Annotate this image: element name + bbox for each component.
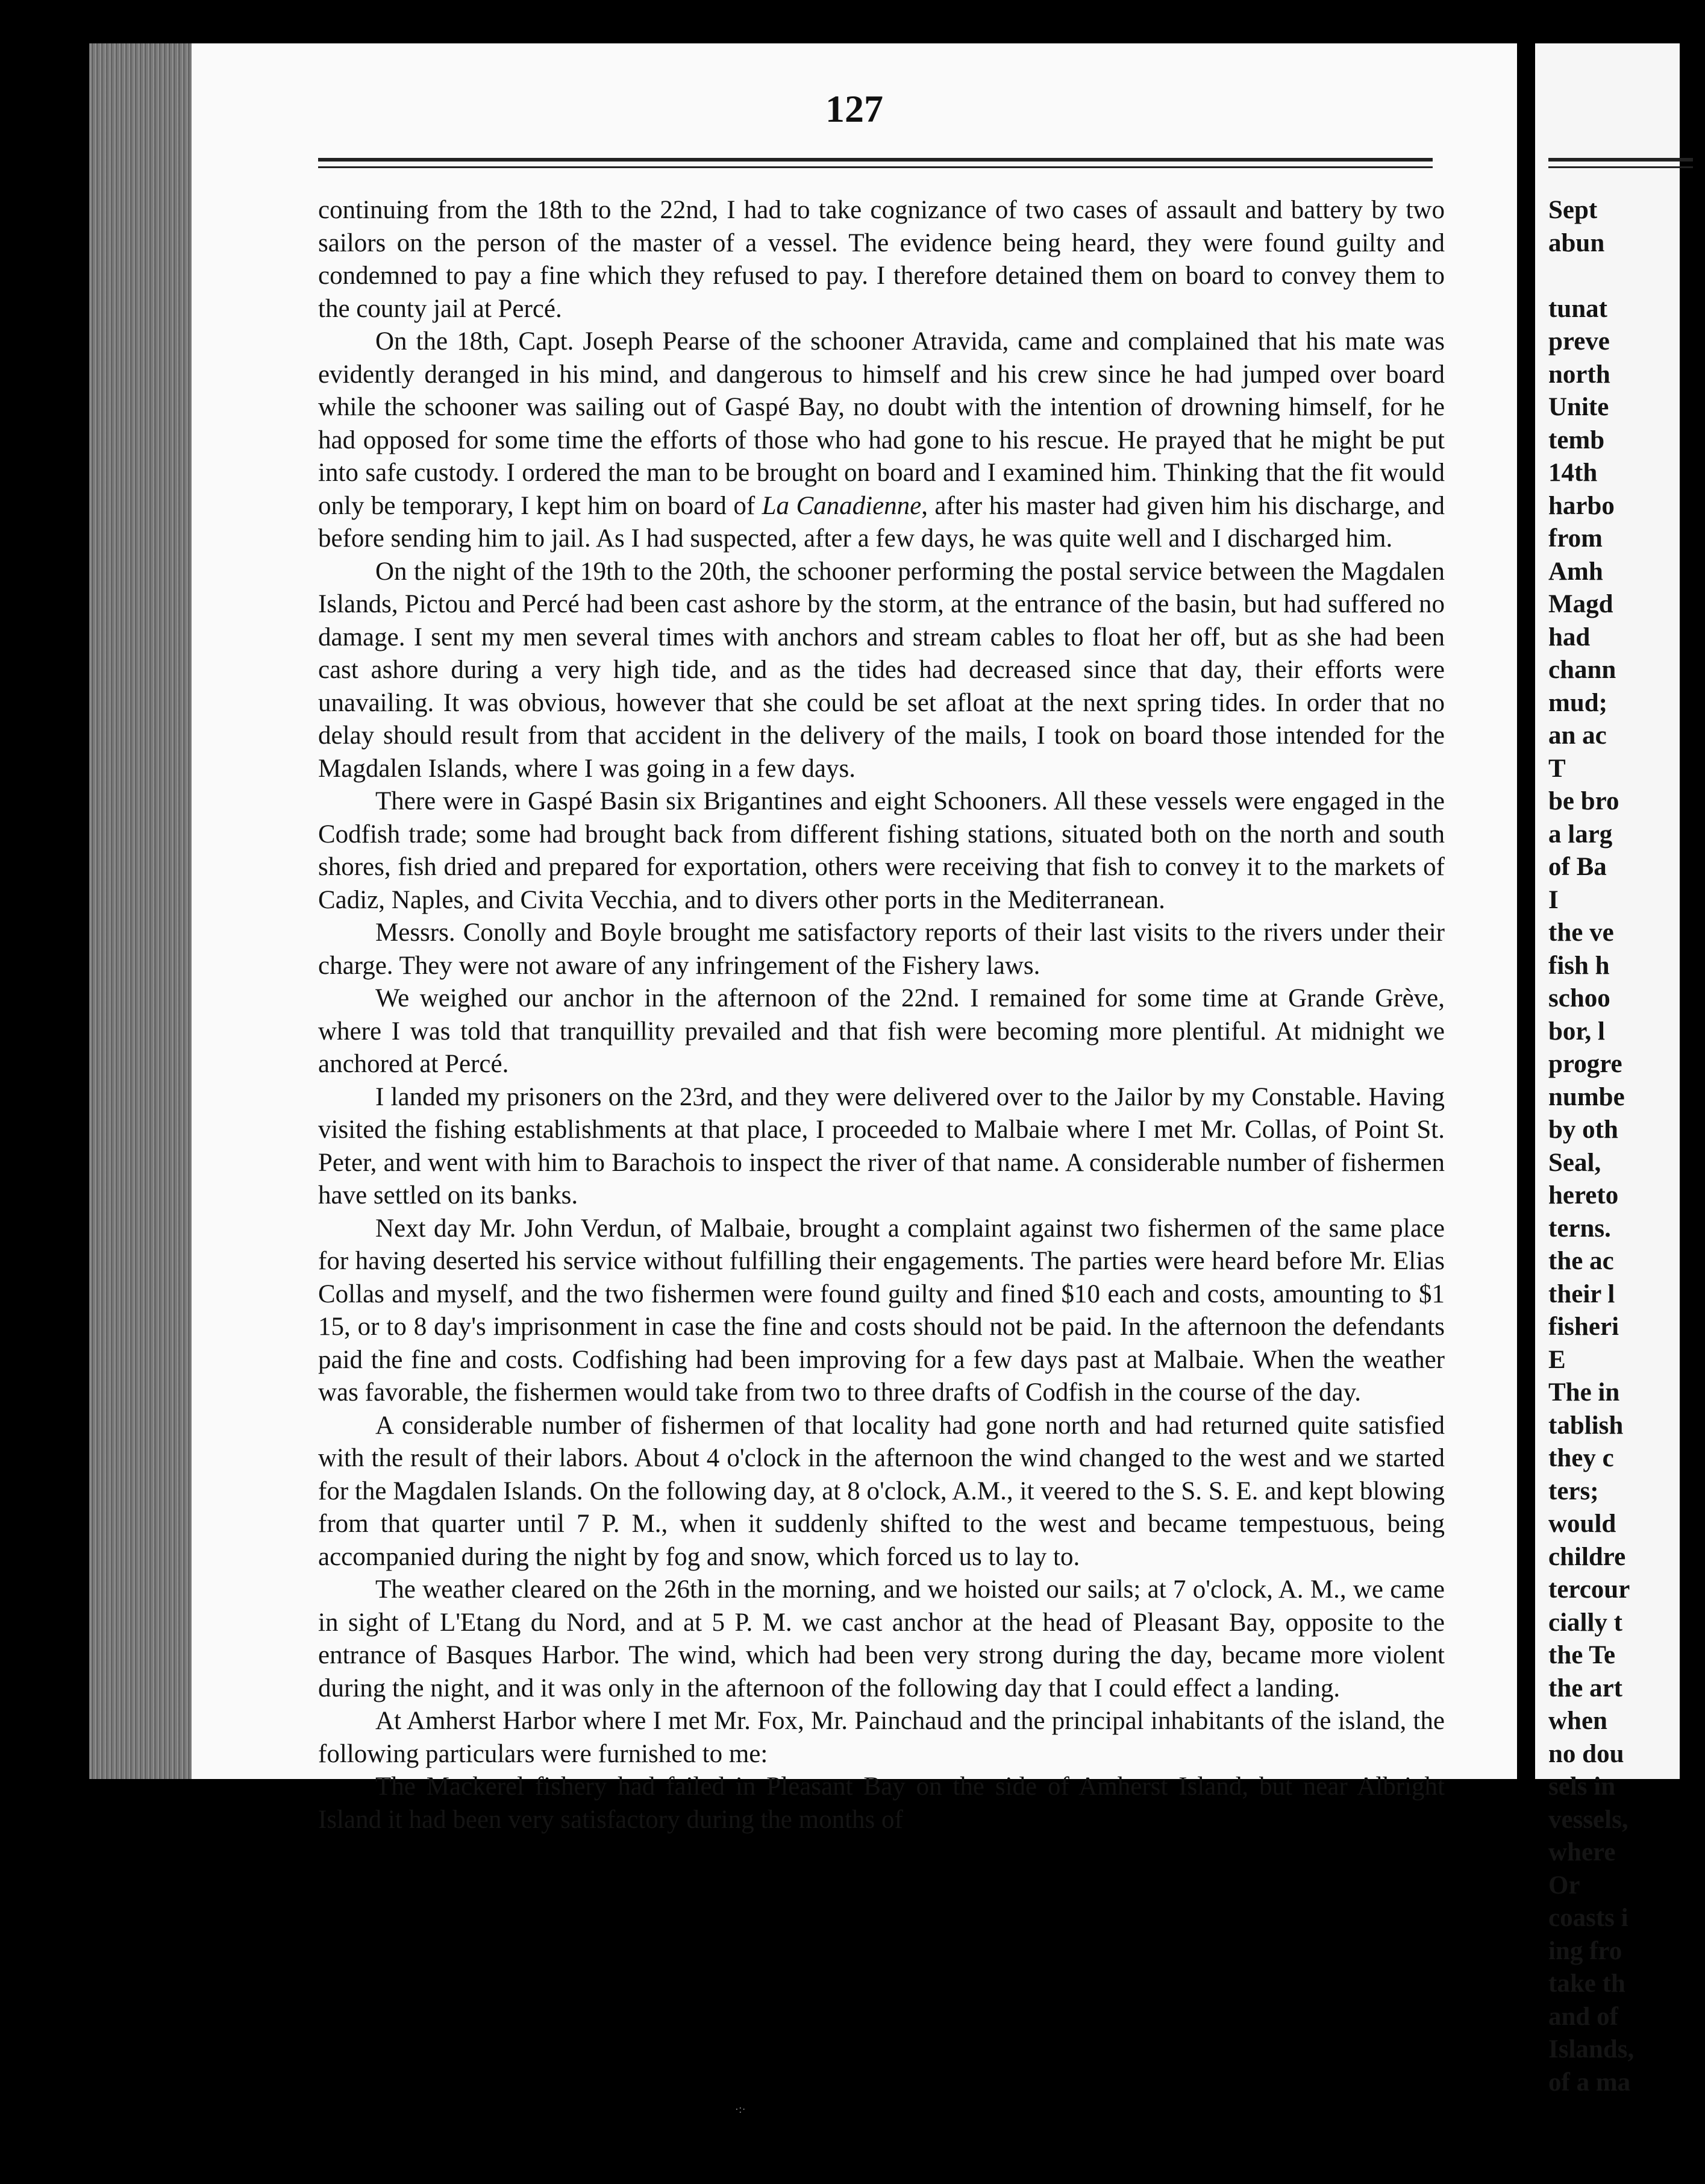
- paragraph: On the 18th, Capt. Joseph Pearse of the schooner Atravida, came and complained that his mate was evidently deranged in his mind, and dangerous to himself and his crew since he had jumped over board while the schooner was sailing out of Gaspé Bay, no doubt with the intention of drowning himself, for he had opposed for some time the efforts of those who had gone to his rescue. He prayed that he might be put into safe custody. I ordered the man to be brought on board and I examined him. Thinking that the fit would only be temporary, I kept him on board of La Canadienne, after his master had given him his discharge, and before sending him to jail. As I had suspected, after a few days, he was quite well and I discharged him.: [318, 327, 1445, 553]
- facing-line-fragment: fisheri: [1548, 1313, 1619, 1341]
- facing-line-fragment: the ve: [1548, 918, 1614, 947]
- paragraph: There were in Gaspé Basin six Brigantines and eight Schooners. All these vessels were engaged in the Codfish trade; some had brought back from different fishing stations, situated both on the north and south shores, fish dried and prepared for exportation, others were receiving that fish to convey it to the markets of Cadiz, Naples, and Civita Vecchia, and to divers other ports in the Mediterranean.: [318, 787, 1445, 914]
- facing-line-fragment: no dou: [1548, 1739, 1624, 1768]
- paragraph: The weather cleared on the 26th in the morning, and we hoisted our sails; at 7 o'clock, A. M., we came in sight of L'Etang du Nord, and at 5 P. M. we cast anchor at the head of Pleasant Bay, opposite to the entrance of Basques Harbor. The wind, which had been very strong during the day, became more violent during the night, and it was only in the afternoon of the following day that I could effect a landing.: [318, 1575, 1445, 1702]
- facing-line-fragment: preve: [1548, 327, 1610, 356]
- facing-line-fragment: The in: [1548, 1378, 1620, 1407]
- facing-line-fragment: terns.: [1548, 1214, 1611, 1243]
- facing-line-fragment: an ac: [1548, 721, 1607, 750]
- header-rule-thin: [318, 166, 1433, 168]
- facing-line-fragment: childre: [1548, 1542, 1626, 1571]
- ship-name: La Canadienne: [762, 491, 922, 520]
- facing-line-fragment: mud;: [1548, 688, 1607, 717]
- paragraph: We weighed our anchor in the afternoon of the 22nd. I remained for some time at Grande Grève, where I was told that tranquillity prevailed and that fish were becoming more plentiful. At midnight we anchored at Percé.: [318, 984, 1445, 1078]
- paragraph: At Amherst Harbor where I met Mr. Fox, Mr. Painchaud and the principal inhabitants of the island, the following particulars were furnished to me:: [318, 1707, 1445, 1768]
- page-number: 127: [825, 87, 883, 130]
- facing-line-fragment: ing fro: [1548, 1936, 1622, 1965]
- book-page: [192, 43, 1517, 1834]
- facing-line-fragment: bor, l: [1548, 1017, 1605, 1046]
- facing-line-fragment: vessels,: [1548, 1805, 1628, 1834]
- facing-line-fragment: harbo: [1548, 491, 1615, 520]
- paragraph: The Mackerel fishery had failed in Pleasant Bay on the side of Amherst Island, but near Albright Island it had been very satisfactory during the months of: [318, 1772, 1445, 1834]
- facing-line-fragment: ters;: [1548, 1476, 1599, 1505]
- facing-line-fragment: the art: [1548, 1674, 1622, 1702]
- facing-line-fragment: of Ba: [1548, 853, 1607, 881]
- facing-line-fragment: 14th: [1548, 459, 1598, 487]
- facing-line-fragment: abun: [1548, 228, 1605, 257]
- facing-line-fragment: a larg: [1548, 820, 1613, 849]
- facing-line-fragment: where: [1548, 1838, 1616, 1866]
- facing-line-fragment: T: [1548, 754, 1566, 783]
- facing-line-fragment: would: [1548, 1510, 1616, 1538]
- page-body: [318, 194, 1445, 1836]
- facing-line-fragment: Or: [1548, 1871, 1580, 1900]
- facing-line-fragment: from: [1548, 524, 1603, 553]
- facing-line-fragment: Islands,: [1548, 2035, 1635, 2063]
- facing-line-fragment: and of: [1548, 2002, 1618, 2031]
- facing-line-fragment: fish h: [1548, 951, 1610, 980]
- facing-line-fragment: [1548, 260, 1705, 293]
- facing-line-fragment: be bro: [1548, 787, 1619, 815]
- facing-line-fragment: north: [1548, 360, 1610, 389]
- facing-line-fragment: Amh: [1548, 557, 1603, 586]
- facing-line-fragment: hereto: [1548, 1181, 1619, 1210]
- facing-line-fragment: progre: [1548, 1050, 1622, 1078]
- facing-line-fragment: take th: [1548, 1969, 1625, 1998]
- facing-line-fragment: the Te: [1548, 1641, 1616, 1669]
- facing-line-fragment: coasts i: [1548, 1904, 1628, 1932]
- paragraph: I landed my prisoners on the 23rd, and they were delivered over to the Jailor by my Constable. Having visited the fishing establishments at that place, I proceeded to Malbaie where I met Mr. Collas, of Point St. Peter, and went with him to Barachois to inspect the river of that name. A considerable number of fishermen have settled on its banks.: [318, 1082, 1445, 1210]
- facing-line-fragment: numbe: [1548, 1082, 1625, 1111]
- book-page-edges: [89, 43, 204, 1779]
- facing-line-fragment: of a ma: [1548, 2068, 1631, 2097]
- facing-header-rule: [1548, 158, 1693, 162]
- facing-line-fragment: by oth: [1548, 1116, 1618, 1144]
- scan-speck: ·:·: [735, 2103, 746, 2116]
- facing-line-fragment: they c: [1548, 1444, 1614, 1472]
- facing-line-fragment: temb: [1548, 425, 1605, 454]
- facing-header-rule-thin: [1548, 166, 1693, 168]
- facing-line-fragment: chann: [1548, 656, 1616, 684]
- facing-line-fragment: schoo: [1548, 984, 1610, 1012]
- paragraph: On the night of the 19th to the 20th, the schooner performing the postal service between the Magdalen Islands, Pictou and Percé had been cast ashore by the storm, at the entrance of the basin, but had suffered no damage. I sent my men several times with anchors and stream cables to float her off, but as she had been cast ashore during a very high tide, and as the tides had decreased since that day, their efforts were unavailing. It was obvious, however that she could be set afloat at the next spring tides. In order that no delay should result from that accident in the delivery of the mails, I took on board those intended for the Magdalen Islands, where I was going in a few days.: [318, 557, 1445, 783]
- facing-line-fragment: the ac: [1548, 1247, 1614, 1275]
- header-rule: [318, 158, 1433, 162]
- facing-line-fragment: cially t: [1548, 1608, 1622, 1637]
- facing-line-fragment: when: [1548, 1707, 1607, 1735]
- facing-line-fragment: Magd: [1548, 590, 1613, 618]
- paragraph: Messrs. Conolly and Boyle brought me satisfactory reports of their last visits to the rivers under their charge. They were not aware of any infringement of the Fishery laws.: [318, 918, 1445, 980]
- paragraph: continuing from the 18th to the 22nd, I had to take cognizance of two cases of assault and battery by two sailors on the person of the master of a vessel. The evidence being heard, they were found guilty and condemned to pay a fine which they refused to pay. I therefore detained them on board to convey them to the county jail at Percé.: [318, 196, 1445, 323]
- facing-line-fragment: tablish: [1548, 1411, 1624, 1440]
- facing-page-fragment: [1535, 43, 1680, 2097]
- facing-page-text: [1548, 194, 1705, 2099]
- facing-line-fragment: had: [1548, 623, 1591, 651]
- facing-line-fragment: E: [1548, 1345, 1566, 1374]
- facing-line-fragment: Unite: [1548, 393, 1609, 421]
- facing-line-fragment: tercour: [1548, 1575, 1630, 1604]
- facing-line-fragment: sels in: [1548, 1772, 1616, 1801]
- facing-line-fragment: their l: [1548, 1279, 1615, 1308]
- paragraph: A considerable number of fishermen of that locality had gone north and had returned quite satisfied with the result of their labors. About 4 o'clock in the afternoon the wind changed to the west and we started for the Magdalen Islands. On the following day, at 8 o'clock, A.M., it veered to the S. S. E. and kept blowing from that quarter until 7 P. M., when it suddenly shifted to the west and became tempestuous, being accompanied during the night by fog and snow, which forced us to lay to.: [318, 1411, 1445, 1571]
- paragraph: Next day Mr. John Verdun, of Malbaie, brought a complaint against two fishermen of the same place for having deserted his service without fulfilling their engagements. The parties were heard before Mr. Elias Collas and myself, and the two fishermen were found guilty and fined $10 each and costs, amounting to $1 15, or to 8 day's imprisonment in case the fine and costs should not be paid. In the afternoon the defendants paid the fine and costs. Codfishing had been improving for a few days past at Malbaie. When the weather was favorable, the fishermen would take from two to three drafts of Codfish in the course of the day.: [318, 1214, 1445, 1407]
- facing-line-fragment: tunat: [1548, 294, 1607, 323]
- facing-line-fragment: I: [1548, 885, 1559, 914]
- facing-line-fragment: Sept: [1548, 196, 1598, 224]
- facing-line-fragment: Seal,: [1548, 1148, 1601, 1177]
